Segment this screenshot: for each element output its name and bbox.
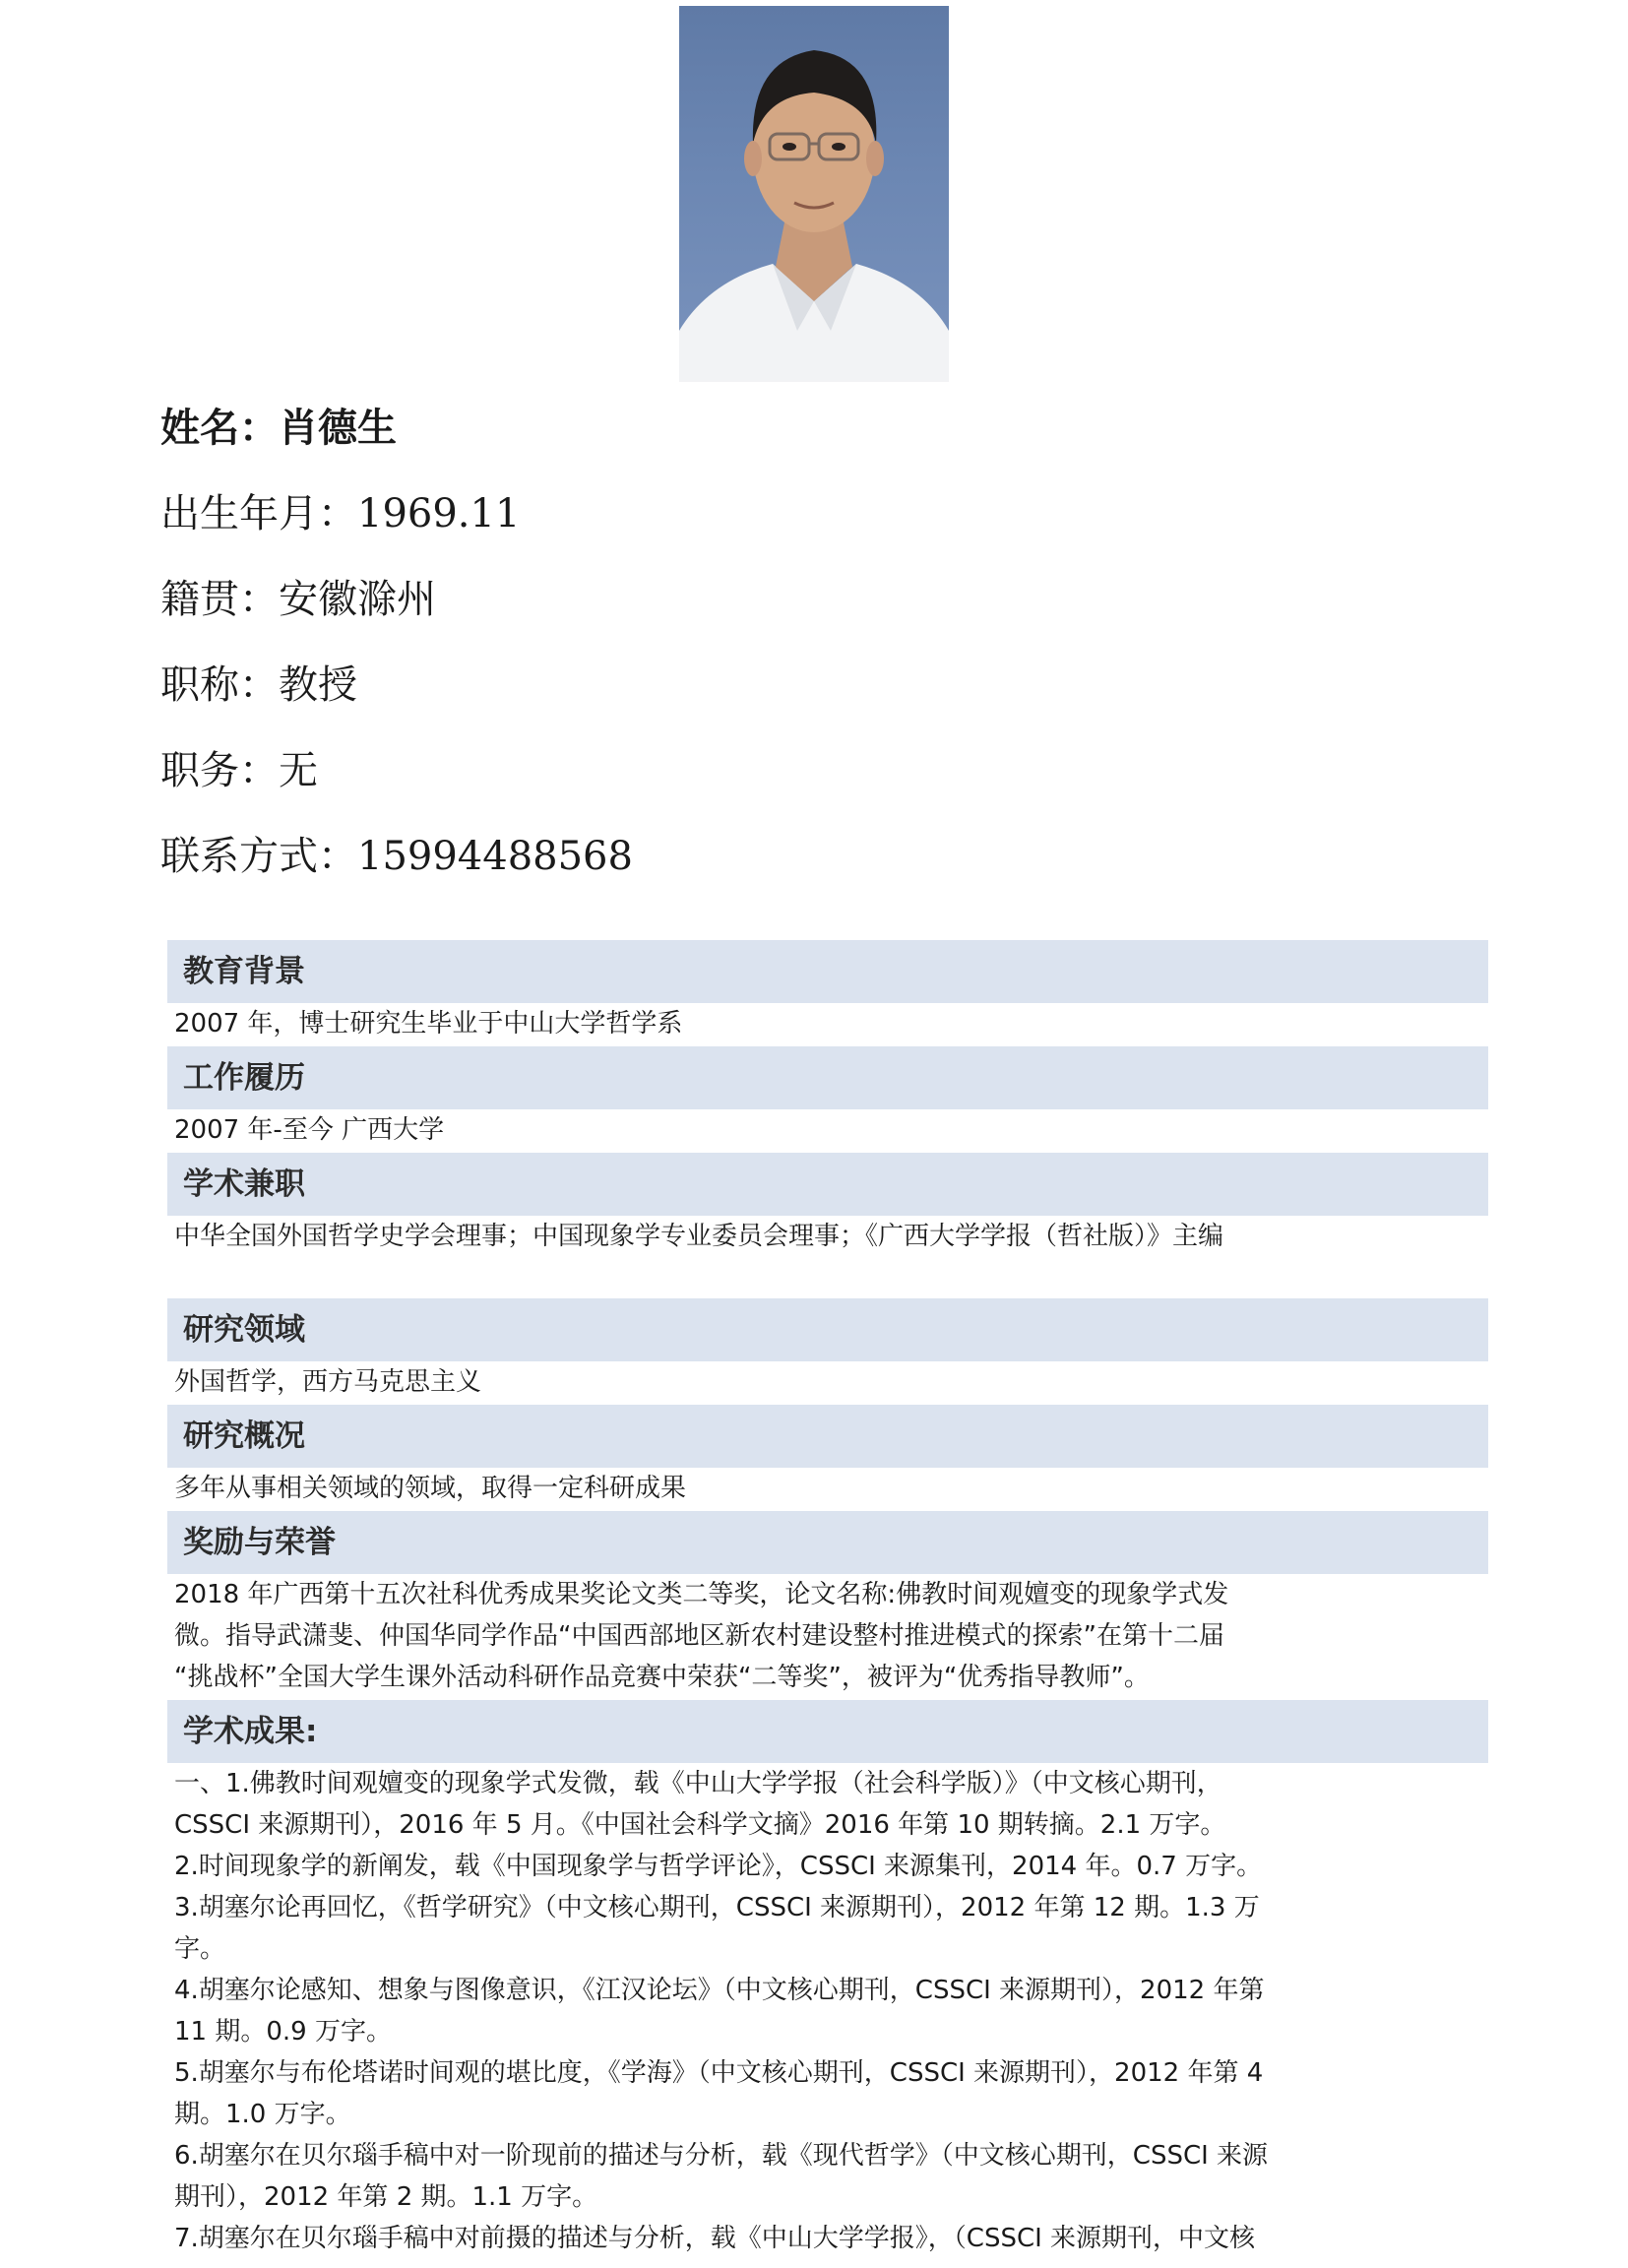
position-value: 无 bbox=[279, 748, 318, 793]
birth-row bbox=[160, 479, 1440, 565]
section-header: 学术兼职 bbox=[167, 1153, 1488, 1216]
section-line: 3.胡塞尔论再回忆，《哲学研究》（中文核心期刊，CSSCI 来源期刊），2012 年第 12 期。1.3 万 bbox=[174, 1893, 1260, 1922]
section-academic-roles bbox=[167, 1153, 1488, 1257]
section-header: 研究领域 bbox=[167, 1298, 1488, 1361]
position-label: 职务： bbox=[160, 748, 279, 793]
resume-sections bbox=[167, 940, 1488, 2261]
section-research-overview bbox=[167, 1405, 1488, 1509]
section-line: 期刊），2012 年第 2 期。1.1 万字。 bbox=[174, 2182, 598, 2212]
contact-label: 联系方式： bbox=[160, 834, 357, 879]
section-body bbox=[167, 1763, 1488, 2259]
portrait-image bbox=[679, 6, 949, 382]
section-line: 11 期。0.9 万字。 bbox=[174, 2017, 392, 2047]
section-work bbox=[167, 1046, 1488, 1151]
title-value: 教授 bbox=[279, 662, 357, 708]
contact-value: 15994488568 bbox=[357, 834, 633, 879]
section-body bbox=[167, 1468, 1488, 1509]
section-header: 工作履历 bbox=[167, 1046, 1488, 1109]
section-line: 7.胡塞尔在贝尔瑙手稿中对前摄的描述与分析，载《中山大学学报》，（CSSCI 来源期刊，中文核 bbox=[174, 2224, 1256, 2253]
contact-row bbox=[160, 822, 1440, 908]
name-label: 姓名： bbox=[160, 406, 279, 451]
section-line: 期。1.0 万字。 bbox=[174, 2100, 351, 2129]
section-line: 多年从事相关领域的领域，取得一定科研成果 bbox=[174, 1474, 687, 1503]
section-spacer bbox=[167, 1259, 1488, 1298]
section-header: 学术成果: bbox=[167, 1700, 1488, 1763]
profile-photo bbox=[679, 6, 949, 382]
section-line: 字。 bbox=[174, 1934, 226, 1964]
origin-row bbox=[160, 565, 1440, 651]
birth-value: 1969.11 bbox=[357, 491, 521, 536]
position-row bbox=[160, 736, 1440, 822]
section-body bbox=[167, 1109, 1488, 1151]
section-research-fields bbox=[167, 1298, 1488, 1403]
section-line: 外国哲学，西方马克思主义 bbox=[174, 1367, 482, 1397]
section-line: 2018 年广西第十五次社科优秀成果奖论文类二等奖，论文名称:佛教时间观嬗变的现象学式发 bbox=[174, 1580, 1229, 1609]
section-line: “挑战杯”全国大学生课外活动科研作品竞赛中荣获“二等奖”，被评为“优秀指导教师”。 bbox=[174, 1663, 1150, 1692]
name-value: 肖德生 bbox=[279, 406, 397, 451]
name-row bbox=[160, 394, 1440, 479]
birth-label: 出生年月： bbox=[160, 491, 357, 536]
section-line: 微。指导武潇斐、仲国华同学作品“中国西部地区新农村建设整村推进模式的探索”在第十二届 bbox=[174, 1621, 1224, 1651]
title-row bbox=[160, 651, 1440, 736]
section-achievements bbox=[167, 1700, 1488, 2259]
origin-label: 籍贯： bbox=[160, 577, 279, 622]
section-awards bbox=[167, 1511, 1488, 1698]
section-line: 5.胡塞尔与布伦塔诺时间观的堪比度，《学海》（中文核心期刊，CSSCI 来源期刊），2012 年第 4 bbox=[174, 2058, 1264, 2088]
origin-value: 安徽滁州 bbox=[279, 577, 436, 622]
section-line: 4.胡塞尔论感知、想象与图像意识，《江汉论坛》（中文核心期刊，CSSCI 来源期刊），2012 年第 bbox=[174, 1976, 1265, 2005]
section-line: CSSCI 来源期刊），2016 年 5 月。《中国社会科学文摘》2016 年第 10 期转摘。2.1 万字。 bbox=[174, 1810, 1226, 1840]
section-line: 2007 年，博士研究生毕业于中山大学哲学系 bbox=[174, 1009, 683, 1039]
section-line: 一、1.佛教时间观嬗变的现象学式发微，载《中山大学学报（社会科学版）》（中文核心期刊， bbox=[174, 1769, 1222, 1798]
section-line: 中华全国外国哲学史学会理事；中国现象学专业委员会理事；《广西大学学报（哲社版）》主编 bbox=[174, 1222, 1224, 1251]
section-body bbox=[167, 1574, 1488, 1698]
section-header: 研究概况 bbox=[167, 1405, 1488, 1468]
section-header: 教育背景 bbox=[167, 940, 1488, 1003]
section-body bbox=[167, 1003, 1488, 1044]
section-line: 6.胡塞尔在贝尔瑙手稿中对一阶现前的描述与分析，载《现代哲学》（中文核心期刊，CSSCI 来源 bbox=[174, 2141, 1269, 2171]
section-education bbox=[167, 940, 1488, 1044]
section-body bbox=[167, 1361, 1488, 1403]
section-header: 奖励与荣誉 bbox=[167, 1511, 1488, 1574]
title-label: 职称： bbox=[160, 662, 279, 708]
section-body bbox=[167, 1216, 1488, 1257]
section-line: 2007 年-至今 广西大学 bbox=[174, 1115, 445, 1145]
section-line: 2.时间现象学的新阐发，载《中国现象学与哲学评论》，CSSCI 来源集刊，2014 年。0.7 万字。 bbox=[174, 1852, 1263, 1881]
personal-info bbox=[160, 394, 1440, 908]
